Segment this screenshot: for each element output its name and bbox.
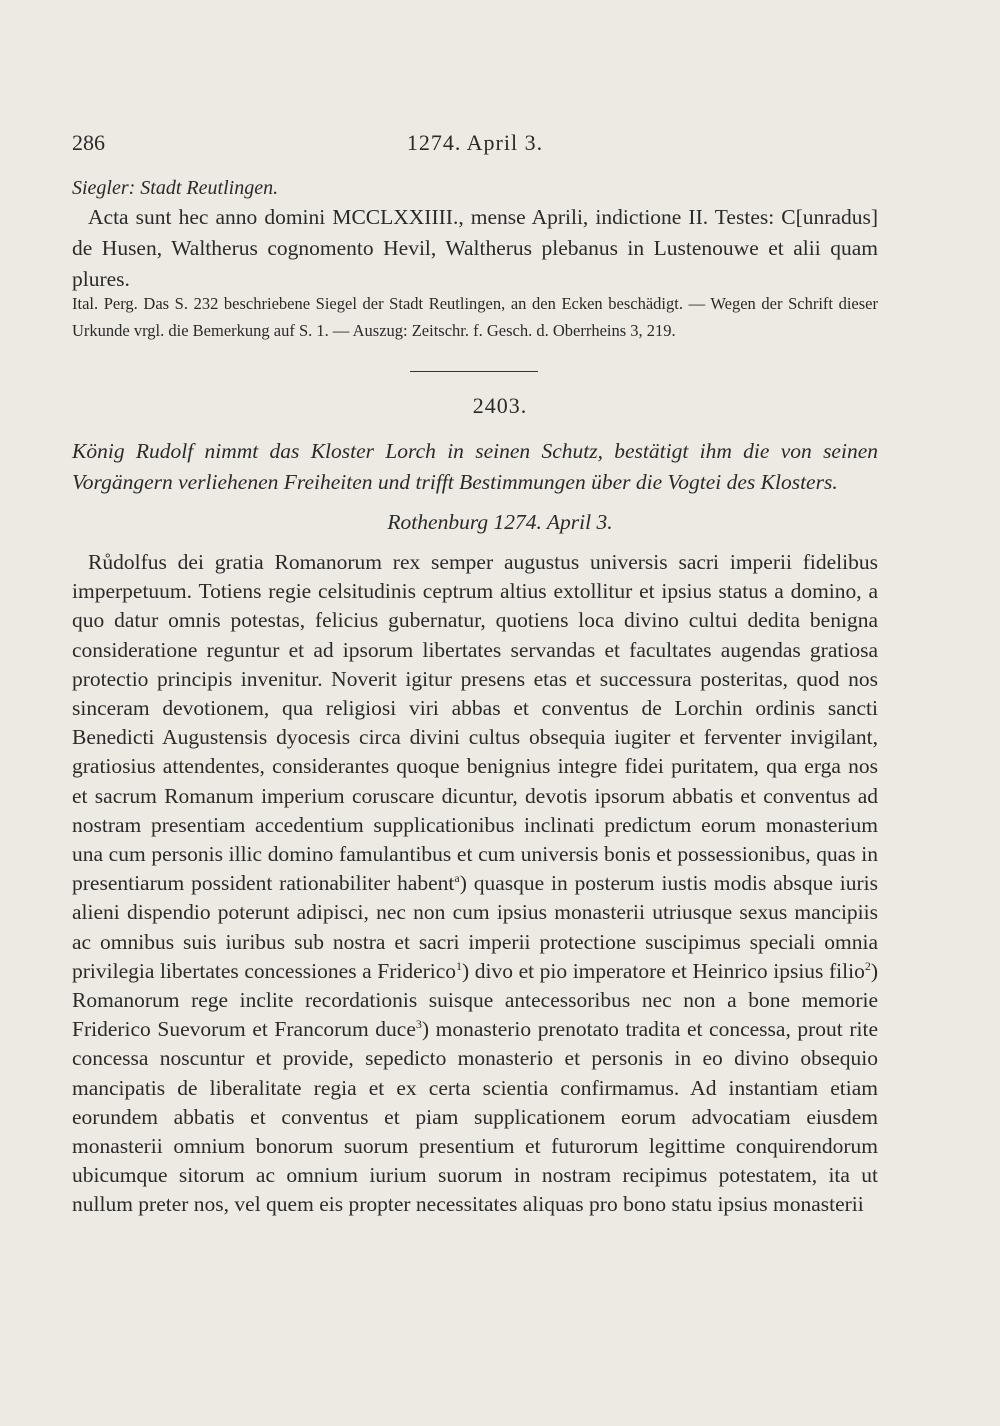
- text-segment: divo et pio imperatore et Heinrico ipsius filio: [469, 958, 865, 983]
- section-divider: [410, 371, 538, 372]
- page-number: 286: [72, 130, 105, 155]
- charter-paragraph: Růdolfus dei gratia Romanorum rex semper augustus universis sacri imperii fidelibus imperpetuum. Totiens regie celsitudinis ceptrum altius extollitur et ipsius status a domino, a quo datur omnis potestas, felicius gubernatur, quotiens loca divino cultui dedita benigna consideratione reguntur et ad ipsorum libertates servandas et facultates augendas gratiosa protectio principis invenitur. Noverit igitur presens etas et successura posteritas, quod nos sinceram devotionem, qua religiosi viri abbas et conventus de Lorchin ordinis sancti Benedicti Augustensis dyocesis circa divini cultus obsequia iugiter et ferventer invigilant, gratiosius attendentes, considerantes quoque benignius integre fidei puritatem, qua erga nos et sacrum Romanum imperium coruscare dicuntur, devotis ipsorum abbatis et conventus ad nostram presentiam accedentium supplicationibus inclinati predictum eorum monasterium una cum personis illic domino famulantibus et cum universis bonis et possessionibus, quas in presentiarum possident rationabiliter habent$^a$) quasque in posterum iustis modis absque iuris alieni dispendio poterunt adipisci, nec non cum ipsius monasterii utriusque sexus mancipiis ac omnibus suis iuribus sub nostra et sacri imperii protectione suscipimus speciali omnia privilegia libertates concessiones a Friderico$^1$) divo et pio imperatore et Heinrico ipsius filio$^2$) Romanorum rege inclite recordationis suisque antecessoribus nec non a bone memorie Friderico Suevorum et Francorum duce$^3$) monasterio prenotato tradita et concessa, prout rite concessa noscuntur et provide, sepedicto monasterio et personis in eo divino obsequio mancipatis de liberalitate regia et ex certa scientia confirmamus. Ad instantiam etiam eorundem abbatis et conventus et piam supplicationem eorum advocatiam eiusdem monasterii omnium bonorum suorum presentium et futurorum legittime conquirendorum ubicumque sitorum ac omnium iurium suorum in nostram recipimus potestatem, ita ut nullum preter nos, vel quem eis propter necessitates aliquas pro bono statu ipsius monasterii: [72, 550, 878, 1217]
- page-header: [72, 130, 878, 164]
- footnote-marker: a: [454, 871, 460, 886]
- sealer-line: Siegler: Stadt Reutlingen.: [72, 177, 279, 199]
- previous-document-text: [72, 202, 878, 295]
- text-segment: Růdolfus dei gratia Romanorum rex semper augustus universis sacri imperii fidelibus imperpetuum. Totiens regie celsitudinis ceptrum altius extollitur et ipsius status a domino, a quo datur omnis potestas, felicius gubernatur, quotiens loca divino cultui dedita benigna consideratione reguntur et ad ipsorum libertates servandas et facultates augendas gratiosa protectio principis invenitur. Noverit igitur presens etas et successura posteritas, quod nos sinceram devotionem, qua religiosi viri abbas et conventus de Lorchin ordinis sancti Benedicti Augustensis dyocesis circa divini cultus obsequia iugiter et ferventer invigilant, gratiosius attendentes, considerantes quoque benignius integre fidei puritatem, qua erga nos et sacrum Romanum imperium coruscare dicuntur, devotis ipsorum abbatis et conventus ad nostram presentiam accedentium supplicationibus inclinati predictum eorum monasterium una cum personis illic domino famulantibus et cum universis bonis et possessionibus, quas in presentiarum possident rationabiliter habent: [72, 550, 878, 896]
- place-date-line: Rothenburg 1274. April 3.: [387, 510, 613, 534]
- document-number: 2403.: [472, 393, 528, 418]
- text-segment: Romanorum rege inclite recordationis suisque antecessoribus nec non a bone memorie Friderico Suevorum et Francorum duce: [72, 988, 878, 1042]
- running-title: 1274. April 3.: [406, 130, 544, 155]
- text-segment: quasque in posterum iustis modis absque iuris alieni dispendio poterunt adipisci, nec non cum ipsius monasterii utriusque sexus mancipiis ac omnibus suis iuribus sub nostra et sacri imperii protectione suscipimus speciali omnia privilegia libertates concessiones a Friderico: [72, 871, 878, 983]
- archival-note: Ital. Perg. Das S. 232 beschriebene Siegel der Stadt Reutlingen, an den Ecken beschädigt. — Wegen der Schrift dieser Urkunde vrgl. die Bemerkung auf S. 1. — Auszug: Zeitschr. f. Gesch. d. Oberrheins 3, 219.: [72, 294, 878, 340]
- footnote-marker: 2: [864, 958, 871, 973]
- document-summary: König Rudolf nimmt das Kloster Lorch in seinen Schutz, bestätigt ihm die von seinen Vorgängern verliehenen Freiheiten und trifft Bestimmungen über die Vogtei des Klosters.: [72, 439, 878, 494]
- footnote-marker: 1: [456, 958, 463, 973]
- dating-clause: Acta sunt hec anno domini MCCLXXIIII., mense Aprili, indictione II. Testes: C[unradus] de Husen, Waltherus cognomento Hevil, Waltherus plebanus in Lustenouwe et alii quam plures.: [72, 205, 878, 291]
- charter-text: [72, 548, 878, 1220]
- footnote-marker: 3: [415, 1017, 422, 1032]
- text-segment: monasterio prenotato tradita et concessa, prout rite concessa noscuntur et provide, sepedicto monasterio et personis in eo divino obsequio mancipatis de liberalitate regia et ex certa scientia confirmamus. Ad instantiam etiam eorundem abbatis et conventus et piam supplicationem eorum advocatiam eiusdem monasterii omnium bonorum suorum presentium et futurorum legittime conquirendorum ubicumque sitorum ac omnium iurium suorum in nostram recipimus potestatem, ita ut nullum preter nos, vel quem eis propter necessitates aliquas pro bono statu ipsius monasterii: [72, 1017, 878, 1217]
